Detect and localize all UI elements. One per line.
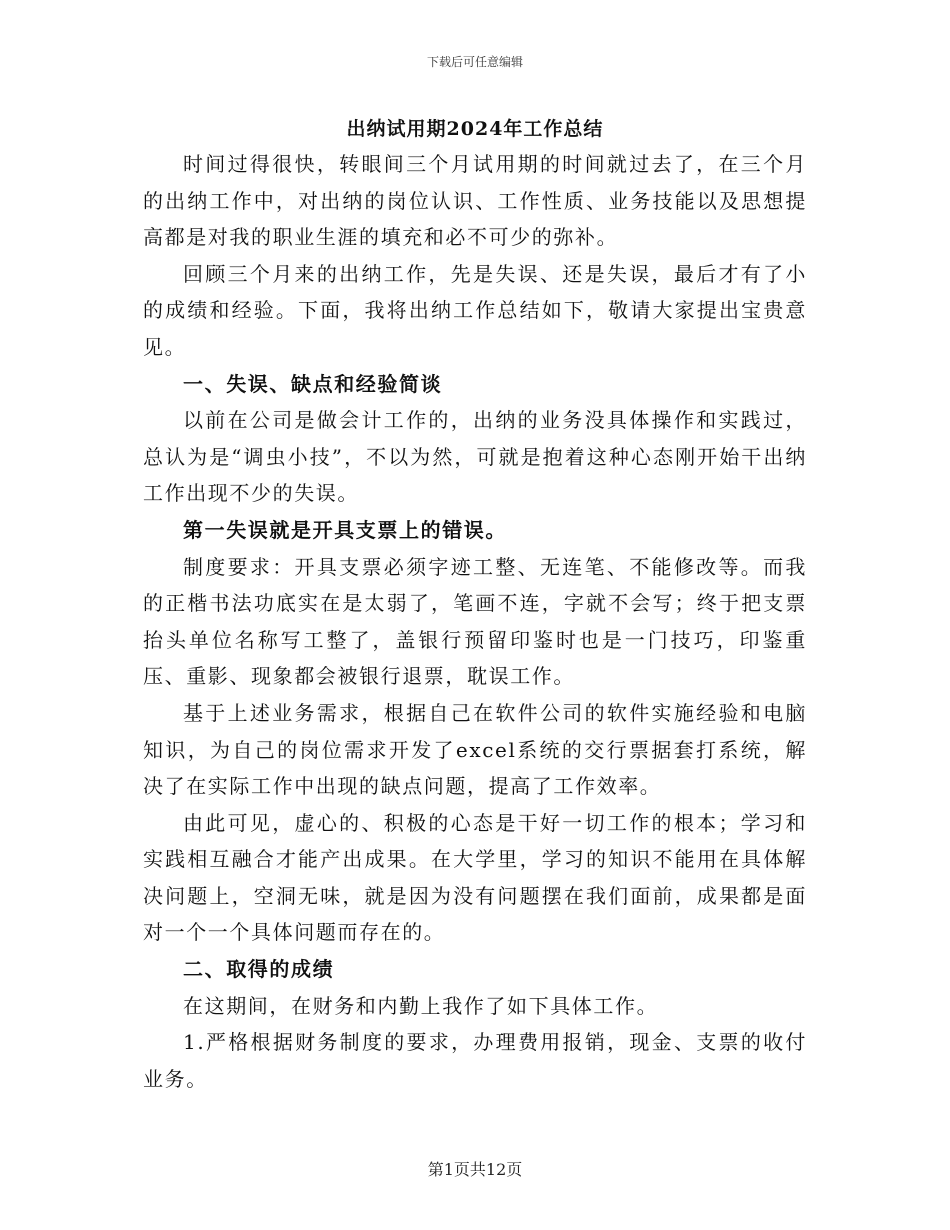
page-indicator: 第1页共12页	[427, 1160, 523, 1179]
section-heading: 二、取得的成绩	[183, 957, 335, 982]
paragraph: 时间过得很快，转眼间三个月试用期的时间就过去了，在三个月的出纳工作中，对出纳的岗位认识、工作性质、业务技能以及思想提高都是对我的职业生涯的填充和必不可少的弥补。	[143, 152, 807, 250]
page-header-note: 下载后可任意编辑	[426, 55, 523, 69]
paragraph: 在这期间，在财务和内勤上我作了如下具体工作。	[183, 993, 659, 1018]
document-body	[143, 146, 807, 1097]
document-title: 出纳试用期2024年工作总结	[346, 118, 604, 140]
paragraph: 以前在公司是做会计工作的，出纳的业务没具体操作和实践过，总认为是“调虫小技”，不以为然，可就是抱着这种心态刚开始干出纳工作出现不少的失误。	[143, 408, 807, 506]
paragraph: 回顾三个月来的出纳工作，先是失误、还是失误，最后才有了小的成绩和经验。下面，我将出纳工作总结如下，敬请大家提出宝贵意见。	[143, 261, 807, 359]
paragraph: 基于上述业务需求，根据自己在软件公司的软件实施经验和电脑知识，为自己的岗位需求开发了excel系统的交行票据套打系统，解决了在实际工作中出现的缺点问题，提高了工作效率。	[143, 700, 807, 799]
paragraph: 制度要求：开具支票必须字迹工整、无连笔、不能修改等。而我的正楷书法功底实在是太弱了，笔画不连，字就不会写；终于把支票抬头单位名称写工整了，盖银行预留印鉴时也是一门技巧，印鉴重压、重影、现象都会被银行退票，耽误工作。	[143, 554, 807, 689]
list-item: 1.严格根据财务制度的要求，办理费用报销，现金、支票的收付业务。	[143, 1030, 807, 1091]
paragraph: 由此可见，虚心的、积极的心态是干好一切工作的根本；学习和实践相互融合才能产出成果。在大学里，学习的知识不能用在具体解决问题上，空洞无味，就是因为没有问题摆在我们面前，成果都是面对一个一个具体问题而存在的。	[143, 810, 807, 945]
section-heading: 一、失误、缺点和经验简谈	[183, 371, 443, 396]
subsection-heading: 第一失误就是开具支票上的错误。	[183, 517, 507, 542]
